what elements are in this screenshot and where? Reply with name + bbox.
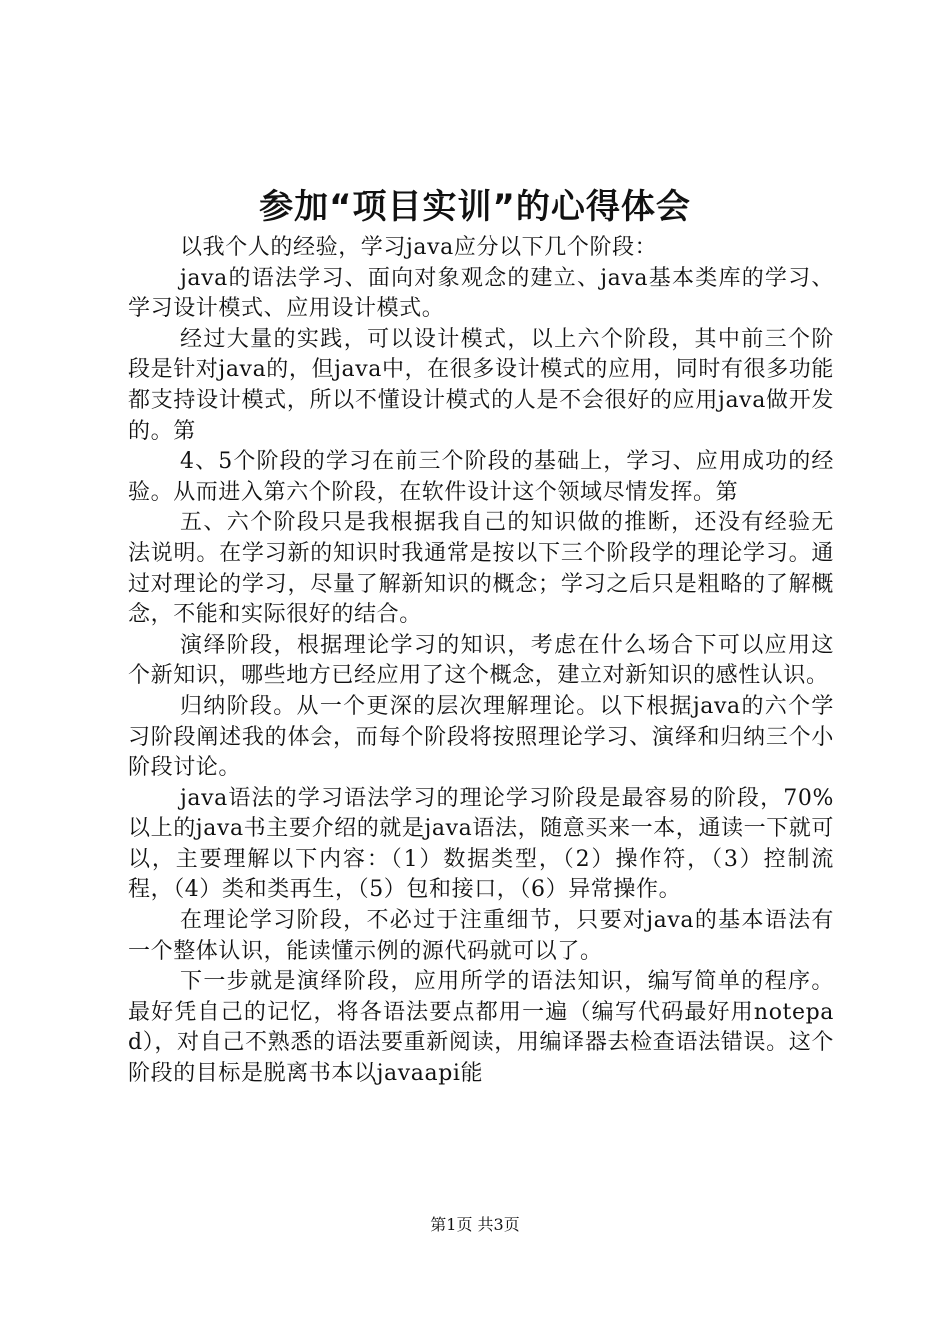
paragraph: 经过大量的实践，可以设计模式，以上六个阶段，其中前三个阶段是针对java的，但java中，在很多设计模式的应用，同时有很多功能都支持设计模式，所以不懂设计模式的人是不会很好的应用java做开发的。第: [128, 326, 834, 444]
document-title: 参加“项目实训”的心得体会: [259, 187, 691, 227]
paragraph: 演绎阶段，根据理论学习的知识，考虑在什么场合下可以应用这个新知识，哪些地方已经应用了这个概念，建立对新知识的感性认识。: [128, 632, 834, 689]
paragraph: java语法的学习语法学习的理论学习阶段是最容易的阶段，70%以上的java书主要介绍的就是java语法，随意买来一本，通读一下就可以，主要理解以下内容：（1）数据类型，（2）操作符，（3）控制流程，（4）类和类再生，（5）包和接口，（6）异常操作。: [128, 785, 834, 903]
paragraph: java的语法学习、面向对象观念的建立、java基本类库的学习、学习设计模式、应用设计模式。: [128, 265, 834, 322]
paragraph: 五、六个阶段只是我根据我自己的知识做的推断，还没有经验无法说明。在学习新的知识时我通常是按以下三个阶段学的理论学习。通过对理论的学习，尽量了解新知识的概念；学习之后只是粗略的了解概念，不能和实际很好的结合。: [128, 510, 834, 628]
paragraph: 4、5个阶段的学习在前三个阶段的基础上，学习、应用成功的经验。从而进入第六个阶段，在软件设计这个领域尽情发挥。第: [128, 449, 834, 505]
document-body: [128, 233, 834, 1090]
paragraph: 归纳阶段。从一个更深的层次理解理论。以下根据java的六个学习阶段阐述我的体会，而每个阶段将按照理论学习、演绎和归纳三个小阶段讨论。: [128, 693, 834, 781]
paragraph: 下一步就是演绎阶段，应用所学的语法知识，编写简单的程序。最好凭自己的记忆，将各语法要点都用一遍（编写代码最好用notepad），对自己不熟悉的语法要重新阅读，用编译器去检查语法错误。这个阶段的目标是脱离书本以javaapi能: [128, 969, 834, 1087]
paragraph: 在理论学习阶段，不必过于注重细节，只要对java的基本语法有一个整体认识，能读懂示例的源代码就可以了。: [128, 908, 834, 964]
paragraph: 以我个人的经验，学习java应分以下几个阶段：: [180, 235, 658, 260]
page-number-footer: 第1页 共3页: [430, 1215, 520, 1234]
